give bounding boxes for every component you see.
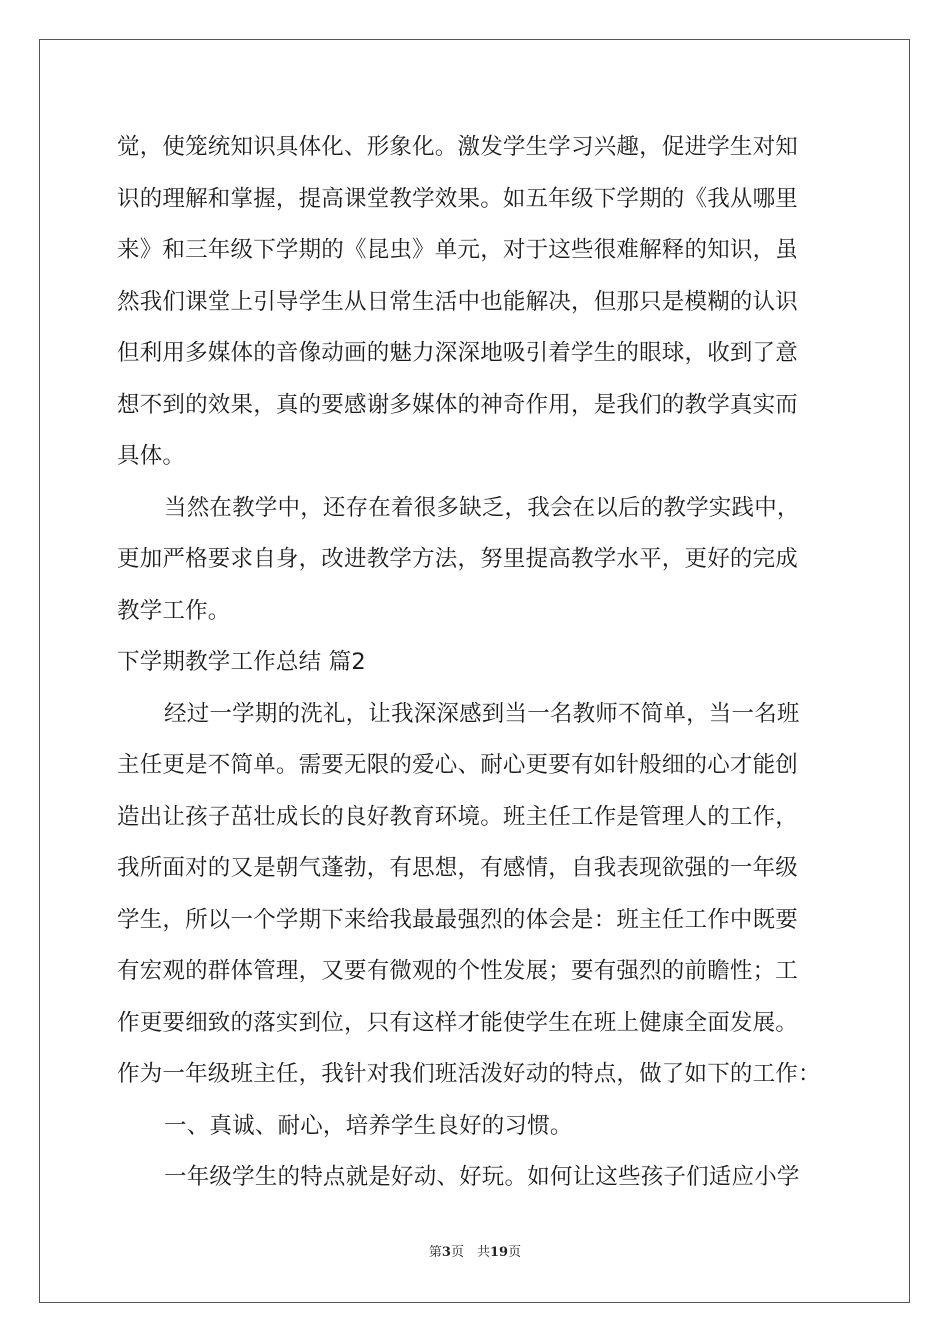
text-line: 学生，所以一个学期下来给我最最强烈的体会是：班主任工作中既要 bbox=[117, 906, 799, 933]
text-line: 一、真诚、耐心，培养学生良好的习惯。 bbox=[164, 1112, 573, 1139]
text-line: 主任更是不简单。需要无限的爱心、耐心更要有如针般细的心才能创 bbox=[117, 752, 799, 778]
text-line: 造出让孩子茁壮成长的良好教育环境。班主任工作是管理人的工作， bbox=[117, 803, 799, 830]
text-line: 作更要细致的落实到位，只有这样才能使学生在班上健康全面发展。 bbox=[117, 1009, 799, 1036]
document-body bbox=[117, 122, 837, 1204]
text-line: 当然在教学中，还存在着很多缺乏，我会在以后的教学实践中， bbox=[164, 494, 800, 521]
footer-mid: 页 共 bbox=[450, 1245, 490, 1260]
text-line: 作为一年级班主任，我针对我们班活泼好动的特点，做了如下的工作： bbox=[117, 1061, 821, 1087]
text-line: 有宏观的群体管理，又要有微观的个性发展；要有强烈的前瞻性；工 bbox=[117, 958, 799, 984]
text-line: 然我们课堂上引导学生从日常生活中也能解决，但那只是模糊的认识 bbox=[117, 288, 799, 315]
text-line: 教学工作。 bbox=[117, 597, 231, 624]
text-line: 但利用多媒体的音像动画的魅力深深地吸引着学生的眼球，收到了意 bbox=[117, 340, 799, 366]
page-footer bbox=[0, 1241, 950, 1260]
text-line: 具体。 bbox=[117, 443, 186, 469]
text-line: 下学期教学工作总结 篇2 bbox=[117, 649, 366, 675]
text-line: 觉，使笼统知识具体化、形象化。激发学生学习兴趣，促进学生对知 bbox=[117, 134, 799, 160]
text-line: 一年级学生的特点就是好动、好玩。如何让这些孩子们适应小学 bbox=[164, 1164, 800, 1190]
text-line: 经过一学期的洗礼，让我深深感到当一名教师不简单，当一名班 bbox=[164, 700, 800, 727]
text-line: 我所面对的又是朝气蓬勃，有思想，有感情，自我表现欲强的一年级 bbox=[117, 855, 799, 881]
text-line: 想不到的效果，真的要感谢多媒体的神奇作用，是我们的教学真实而 bbox=[117, 391, 799, 418]
footer-prefix: 第 bbox=[428, 1245, 442, 1260]
current-page-number: 3 bbox=[441, 1245, 451, 1260]
text-line: 更加严格要求自身，改进教学方法，努里提高教学水平，更好的完成 bbox=[117, 546, 799, 572]
text-line: 识的理解和掌握，提高课堂教学效果。如五年级下学期的《我从哪里 bbox=[117, 185, 799, 212]
text-line: 来》和三年级下学期的《昆虫》单元，对于这些很难解释的知识，虽 bbox=[117, 237, 799, 263]
footer-suffix: 页 bbox=[508, 1245, 522, 1260]
total-page-count: 19 bbox=[489, 1245, 509, 1260]
